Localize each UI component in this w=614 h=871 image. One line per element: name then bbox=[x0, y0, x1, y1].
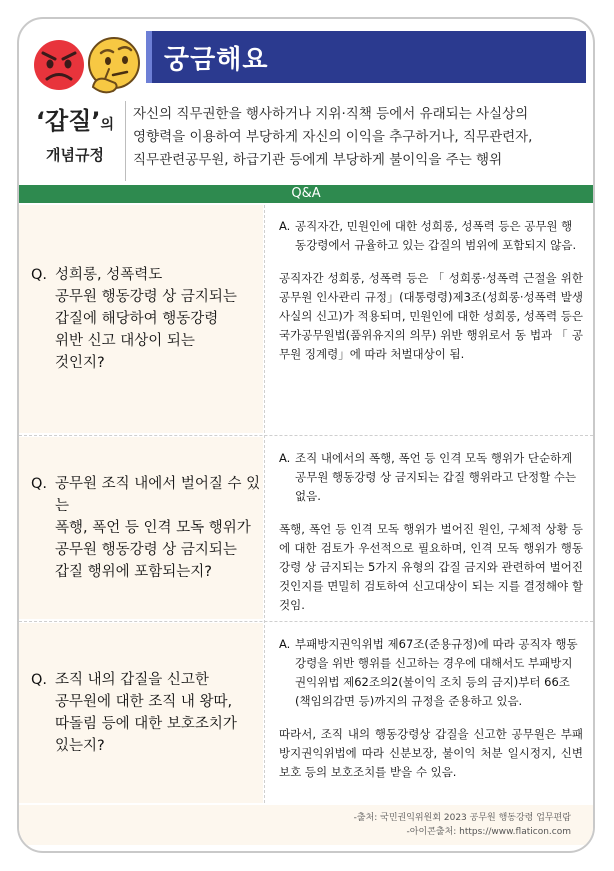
question-line: 공무원에 대한 조직 내 왕따, bbox=[55, 694, 233, 710]
definition-divider bbox=[125, 101, 126, 181]
question-line: 공무원 행동강령 상 금지되는 bbox=[55, 542, 237, 558]
answer-cell bbox=[265, 437, 593, 619]
question-line: 것인지? bbox=[55, 355, 105, 371]
question-line: 있는지? bbox=[55, 738, 105, 754]
question-mark: Q. bbox=[31, 476, 48, 492]
question-line: 위반 신고 대상이 되는 bbox=[55, 333, 195, 349]
definition-term: ‘갑질’ bbox=[35, 107, 101, 135]
qa-section-label: Q&A bbox=[19, 185, 593, 203]
thinking-face-icon bbox=[89, 38, 139, 92]
definition-term-box bbox=[27, 101, 123, 181]
answer-detail: 따라서, 조직 내의 행동강령상 갑질을 신고한 공무원은 부패방지권익위법에 따라 신분보장, 불이익 처분 일시정지, 신변보호 등의 보호조치를 받을 수 있음. bbox=[279, 727, 583, 779]
qa-row bbox=[19, 623, 593, 803]
answer-summary: 부패방지권익위법 제67조(준용규정)에 따라 공직자 행동강령을 위반 행위를 신고하는 경우에 대해서도 부패방지권익위법 제62조의2(불이익 조치 등의 금지)부터 66조(책임의감면 등)까지의 규정을 준용하고 있음. bbox=[295, 637, 578, 708]
answer-detail: 공직자간 성희롱, 성폭력 등은 「 성희롱·성폭력 근절을 위한 공무원 인사관리 규정」(대통령령)제3조(성희롱·성폭력 발생 사실의 신고)가 적용되며, 민원인에 대한 성희롱, 성폭력 등은 국가공무원법(품위유지의 의무) 위반 행위로서 동 법과 「 공무원 징계령」에 따라 처벌대상이 됨. bbox=[279, 271, 583, 361]
question-cell bbox=[19, 205, 263, 433]
footer bbox=[19, 805, 593, 845]
answer-cell bbox=[265, 205, 593, 433]
angry-face-icon bbox=[34, 40, 84, 90]
header-bar bbox=[146, 31, 586, 83]
question-line: 공무원 조직 내에서 벌어질 수 있는 bbox=[55, 476, 261, 514]
question-text bbox=[55, 264, 237, 374]
definition-term-suffix: 의 bbox=[100, 117, 115, 133]
header-icons bbox=[29, 33, 144, 97]
question-text bbox=[55, 473, 263, 583]
answer-mark: A. bbox=[279, 219, 291, 233]
question-line: 조직 내의 갑질을 신고한 bbox=[55, 672, 209, 688]
question-mark: Q. bbox=[31, 672, 48, 688]
question-line: 폭행, 폭언 등 인격 모독 행위가 bbox=[55, 520, 251, 536]
question-mark: Q. bbox=[31, 267, 48, 283]
question-cell bbox=[19, 437, 263, 619]
definition-text bbox=[133, 103, 583, 172]
row-separator bbox=[19, 435, 593, 436]
definition-line: 영향력을 이용하여 부당하게 자신의 이익을 추구하거나, 직무관련자, bbox=[133, 129, 533, 145]
answer-summary: 공직자간, 민원인에 대한 성희롱, 성폭력 등은 공무원 행동강령에서 규율하고 있는 갑질의 범위에 포함되지 않음. bbox=[295, 219, 577, 252]
qa-row bbox=[19, 437, 593, 619]
definition-term-sub: 개념규정 bbox=[46, 146, 104, 164]
qa-row bbox=[19, 205, 593, 433]
info-card bbox=[17, 17, 595, 853]
footer-source: -출처: 국민권익위원회 2023 공무원 행동강령 업무편람 bbox=[353, 813, 571, 823]
row-separator bbox=[19, 621, 593, 622]
definition-line: 자신의 직무권한을 행사하거나 지위·직책 등에서 유래되는 사실상의 bbox=[133, 106, 529, 122]
question-line: 공무원 행동강령 상 금지되는 bbox=[55, 289, 237, 305]
answer-mark: A. bbox=[279, 451, 291, 465]
question-line: 갑질에 해당하여 행동강령 bbox=[55, 311, 219, 327]
question-text bbox=[55, 669, 237, 757]
answer-mark: A. bbox=[279, 637, 291, 651]
answer-cell bbox=[265, 623, 593, 803]
question-cell bbox=[19, 623, 263, 803]
column-separator bbox=[264, 205, 265, 803]
answer-detail: 폭행, 폭언 등 인격 모독 행위가 벌어진 원인, 구체적 상황 등에 대한 검토가 우선적으로 필요하며, 인격 모독 행위가 행동강령 상 금지되는 5가지 유형의 갑질 금지와 관련하여 벌어진 것인지를 면밀히 검토하여 신고대상이 되는 지를 결정해야 할 것임. bbox=[279, 522, 583, 612]
answer-summary: 조직 내에서의 폭행, 폭언 등 인격 모독 행위가 단순하게 공무원 행동강령 상 금지되는 갑질 행위라고 단정할 수는 없음. bbox=[295, 451, 577, 503]
question-line: 성희롱, 성폭력도 bbox=[55, 267, 163, 283]
page-title: 궁금해요 bbox=[164, 45, 269, 75]
footer-icon-source: -아이콘출처: https://www.flaticon.com bbox=[406, 827, 571, 837]
question-line: 갑질 행위에 포함되는지? bbox=[55, 564, 212, 580]
definition-line: 직무관련공무원, 하급기관 등에게 부당하게 불이익을 주는 행위 bbox=[133, 152, 503, 168]
question-line: 따돌림 등에 대한 보호조치가 bbox=[55, 716, 237, 732]
